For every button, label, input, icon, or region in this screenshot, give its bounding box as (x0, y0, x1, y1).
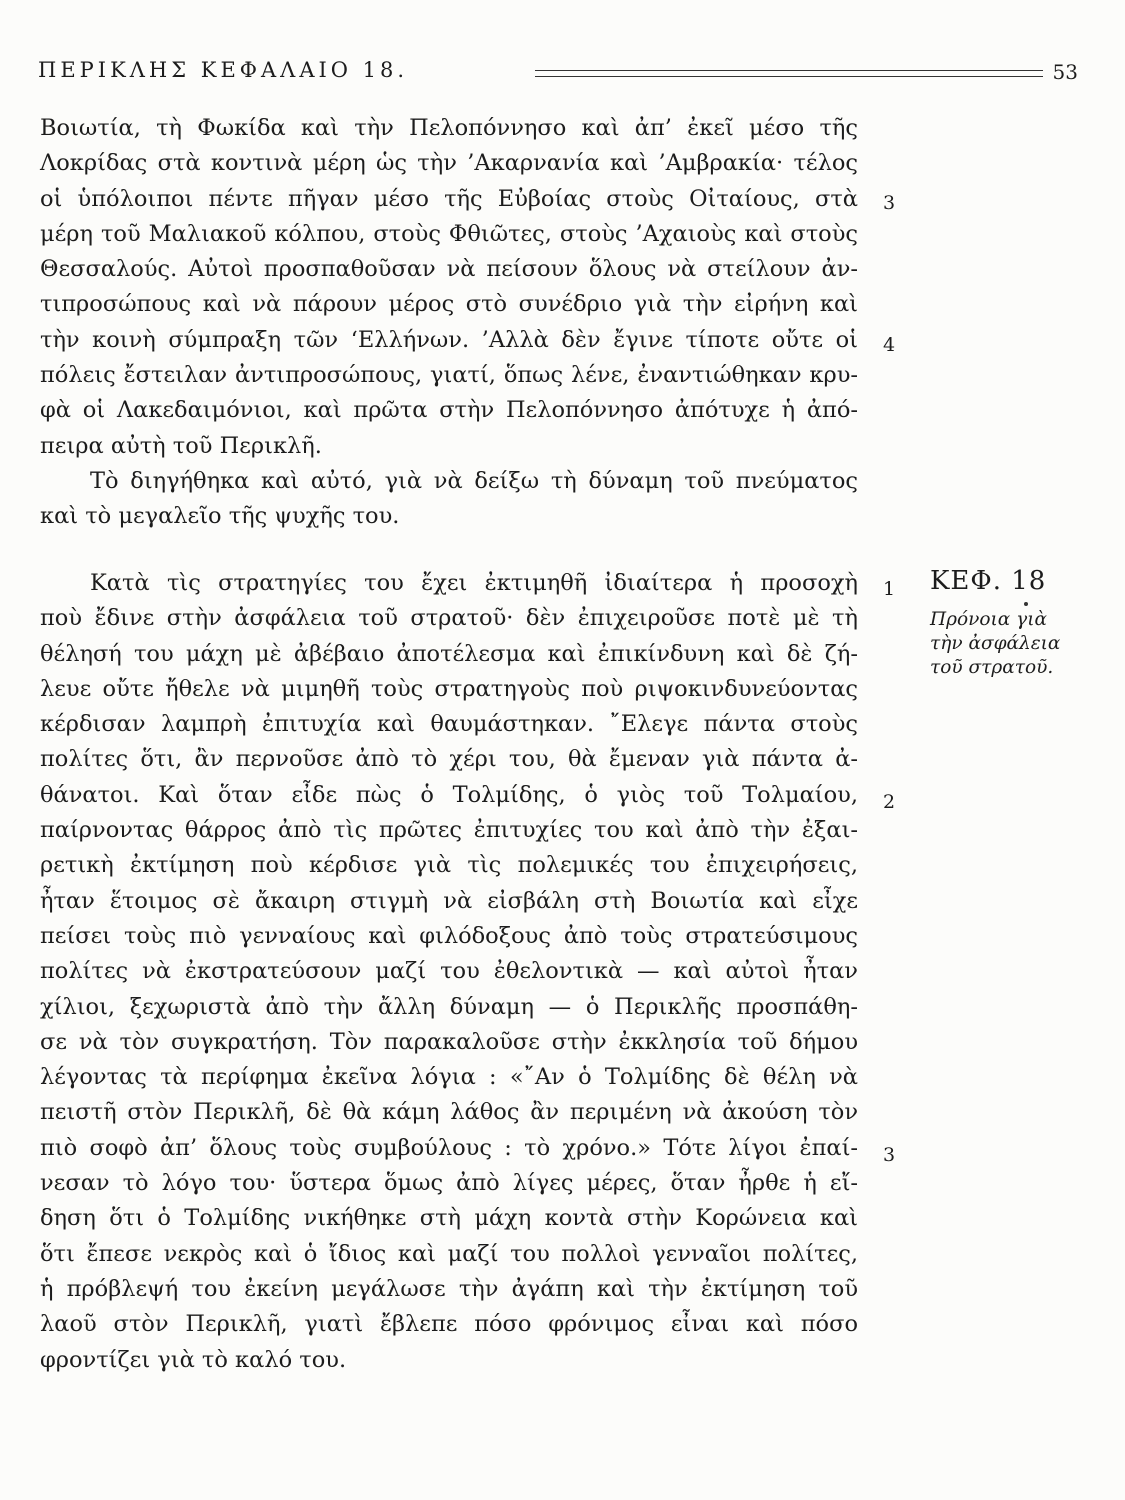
text-line: σε νὰ τὸν συγκρατήση. Τὸν παρακαλοῦσε στὴν ἐκκλησία τοῦ δήμου (40, 1028, 858, 1055)
text-line: κέρδισαν λαμπρὴ ἐπιτυχία καὶ θαυμάστηκαν. ῎Ελεγε πάντα στοὺς (40, 711, 858, 738)
running-head (38, 58, 1078, 88)
text-line: λευε οὔτε ἤθελε νὰ μιμηθῆ τοὺς στρατηγοὺς ποὺ ριψοκινδυνεύοντας (40, 675, 858, 702)
text-line: καὶ τὸ μεγαλεῖο τῆς ψυχῆς του. (40, 503, 400, 530)
text-line: πείσει τοὺς πιὸ γενναίους καὶ φιλόδοξους ἀπὸ τοὺς στρατεύσιμους (40, 922, 858, 949)
header-rule (535, 70, 1043, 77)
chapter-sidenote (930, 566, 1115, 680)
text-line: φροντίζει γιὰ τὸ καλό του. (40, 1346, 347, 1373)
text-line: χίλιοι, ξεχωριστὰ ἀπὸ τὴν ἄλλη δύναμη — ὁ Περικλῆς προσπάθη- (40, 993, 858, 1020)
text-line: Βοιωτία, τὴ Φωκίδα καὶ τὴν Πελοπόννησο καὶ ἀπ’ ἐκεῖ μέσο τῆς (40, 115, 858, 141)
text-line: δηση ὅτι ὁ Τολμίδης νικήθηκε στὴ μάχη κοντὰ στὴν Κορώνεια καὶ (40, 1205, 858, 1232)
text-line: τὴν κοινὴ σύμπραξη τῶν ‘Ελλήνων. ’Αλλὰ δὲν ἔγινε τίποτε οὔτε οἱ (40, 326, 858, 353)
margin-number: 3 (883, 192, 896, 214)
text-line: οἱ ὑπόλοιποι πέντε πῆγαν μέσο τῆς Εὐβοίας στοὺς Οἰταίους, στὰ (40, 185, 858, 212)
ornament-dot (1024, 602, 1028, 606)
text-line: Θεσσαλούς. Αὐτοὶ προσπαθοῦσαν νὰ πείσουν ὅλους νὰ στείλουν ἀν- (40, 256, 858, 283)
text-line: Τὸ διηγήθηκα καὶ αὐτό, γιὰ νὰ δείξω τὴ δύναμη τοῦ πνεύματος (90, 467, 858, 494)
text-line: θέλησή του μάχη μὲ ἀβέβαιο ἀποτέλεσμα καὶ ἐπικίνδυνη καὶ δὲ ζή- (40, 640, 858, 667)
sidenote-line: τοῦ στρατοῦ. (930, 657, 1054, 678)
text-line: πολίτες ὅτι, ἂν περνοῦσε ἀπὸ τὸ χέρι του, θὰ ἔμεναν γιὰ πάντα ἀ- (40, 746, 858, 773)
sidenote-line: τὴν ἀσφάλεια (930, 633, 1061, 654)
text-line: μέρη τοῦ Μαλιακοῦ κόλπου, στοὺς Φθιῶτες, στοὺς ’Αχαιοὺς καὶ στοὺς (40, 220, 858, 247)
text-line: πειστῆ στὸν Περικλῆ, δὲ θὰ κάμη λάθος ἂν περιμένη νὰ ἀκούση τὸν (40, 1099, 858, 1126)
text-line: Κατὰ τὶς στρατηγίες του ἔχει ἐκτιμηθῆ ἰδιαίτερα ἡ προσοχὴ (90, 570, 858, 596)
text-line: ρετικὴ ἐκτίμηση ποὺ κέρδισε γιὰ τὶς πολεμικές του ἐπιχειρήσεις, (40, 852, 858, 879)
text-line: παίρνοντας θάρρος ἀπὸ τὶς πρῶτες ἐπιτυχίες του καὶ ἀπὸ τὴν ἐξαι- (40, 817, 858, 844)
paragraph-block-1 (40, 111, 858, 535)
text-line: πόλεις ἔστειλαν ἀντιπροσώπους, γιατί, ὅπως λένε, ἐναντιώθηκαν κρυ- (40, 362, 858, 389)
chapter-label: ΚΕΦ. 18 (930, 566, 1047, 596)
text-line: ἡ πρόβλεψή του ἐκείνη μεγάλωσε τὴν ἀγάπη καὶ τὴν ἐκτίμηση τοῦ (40, 1275, 858, 1302)
text-line: πειρα αὐτὴ τοῦ Περικλῆ. (40, 432, 322, 459)
sidenote-summary (930, 608, 1115, 680)
text-line: λαοῦ στὸν Περικλῆ, γιατὶ ἔβλεπε πόσο φρόνιμος εἶναι καὶ πόσο (40, 1311, 858, 1338)
text-line: ὅτι ἔπεσε νεκρὸς καὶ ὁ ἴδιος καὶ μαζί του πολλοὶ γενναῖοι πολίτες, (40, 1240, 858, 1267)
running-title: ΠΕΡΙΚΛΗΣ ΚΕΦΑΛΑΙΟ 18. (38, 58, 409, 82)
text-line: πιὸ σοφὸ ἀπ’ ὅλους τοὺς συμβούλους : τὸ χρόνο.» Τότε λίγοι ἐπαί- (40, 1134, 858, 1161)
text-line: ἦταν ἕτοιμος σὲ ἄκαιρη στιγμὴ νὰ εἰσβάλη στὴ Βοιωτία καὶ εἶχε (40, 887, 858, 914)
text-line: θάνατοι. Καὶ ὅταν εἶδε πὼς ὁ Τολμίδης, ὁ γιὸς τοῦ Τολμαίου, (40, 781, 858, 808)
text-line: ποὺ ἔδινε στὴν ἀσφάλεια τοῦ στρατοῦ· δὲν ἐπιχειροῦσε ποτὲ μὲ τὴ (40, 605, 858, 632)
margin-number: 2 (883, 791, 896, 813)
margin-number: 1 (883, 578, 896, 600)
text-line: νεσαν τὸ λόγο του· ὕστερα ὅμως ἀπὸ λίγες μέρες, ὅταν ἦρθε ἡ εἴ- (40, 1170, 858, 1197)
sidenote-line: Πρόνοια γιὰ (930, 609, 1047, 630)
text-line: τιπροσώπους καὶ νὰ πάρουν μέρος στὸ συνέδριο γιὰ τὴν εἰρήνη καὶ (40, 291, 858, 318)
page-number: 53 (1052, 60, 1078, 84)
text-line: λέγοντας τὰ περίφημα ἐκεῖνα λόγια : «῎Αν ὁ Τολμίδης δὲ θέλη νὰ (40, 1064, 858, 1091)
text-line: φὰ οἱ Λακεδαιμόνιοι, καὶ πρῶτα στὴν Πελοπόννησο ἀπότυχε ἡ ἀπό- (40, 397, 858, 424)
margin-number: 4 (883, 334, 896, 356)
margin-number: 3 (883, 1144, 896, 1166)
text-line: πολίτες νὰ ἐκστρατεύσουν μαζί του ἐθελοντικὰ — καὶ αὐτοὶ ἦταν (40, 958, 858, 985)
paragraph-block-2 (40, 566, 858, 1378)
text-line: Λοκρίδας στὰ κοντινὰ μέρη ὡς τὴν ’Ακαρνανία καὶ ’Αμβρακία· τέλος (40, 150, 858, 177)
